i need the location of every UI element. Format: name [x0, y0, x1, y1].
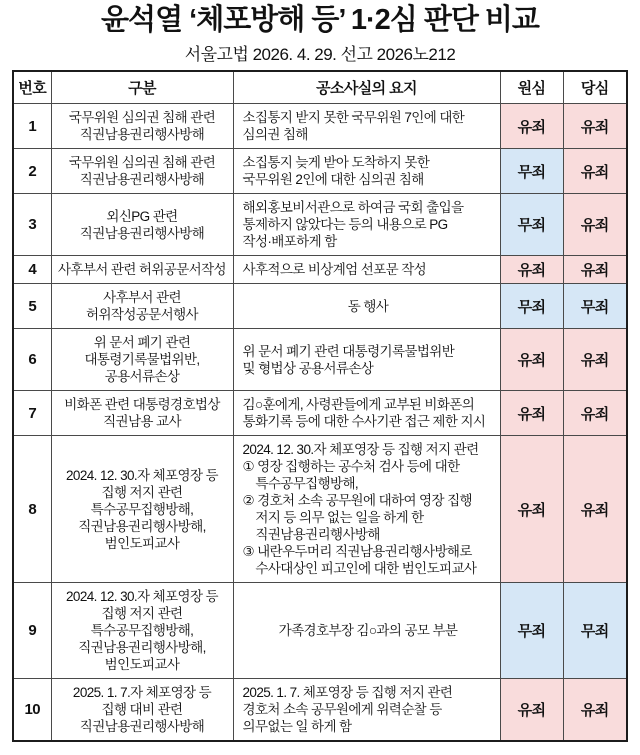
- row-number: 4: [13, 256, 51, 284]
- row-summary: 가족경호부장 김○과의 공모 부분: [233, 583, 500, 679]
- row-first-trial-verdict: 유죄: [500, 104, 563, 149]
- row-first-trial-verdict: 무죄: [500, 583, 563, 679]
- row-first-trial-verdict: 유죄: [500, 256, 563, 284]
- row-appeal-trial-verdict: 유죄: [563, 679, 627, 742]
- row-first-trial-verdict: 유죄: [500, 329, 563, 391]
- row-category: 2025. 1. 7.자 체포영장 등 집행 대비 관련 직권남용권리행사방해: [51, 679, 233, 742]
- table-body: [13, 104, 627, 742]
- row-summary: 2025. 1. 7. 체포영장 등 집행 저지 관련 경호처 소속 공무원에게 위력순찰 등 의무없는 일 하게 함: [233, 679, 500, 742]
- row-category: 사후부서 관련 허위작성공문서행사: [51, 284, 233, 329]
- table-header: [13, 71, 627, 104]
- row-appeal-trial-verdict: 유죄: [563, 436, 627, 583]
- row-category: 2024. 12. 30.자 체포영장 등 집행 저지 관련 특수공무집행방해, 직권남용권리행사방해, 범인도피교사: [51, 583, 233, 679]
- row-category: 국무위원 심의권 침해 관련 직권남용권리행사방해: [51, 104, 233, 149]
- header-appeal-trial: 당심: [563, 71, 627, 104]
- row-number: 7: [13, 391, 51, 436]
- row-first-trial-verdict: 무죄: [500, 284, 563, 329]
- row-summary: 해외홍보비서관으로 하여금 국회 출입을 통제하지 않았다는 등의 내용으로 PG 작성·배포하게 함: [233, 194, 500, 256]
- row-number: 1: [13, 104, 51, 149]
- row-appeal-trial-verdict: 유죄: [563, 194, 627, 256]
- row-appeal-trial-verdict: 유죄: [563, 104, 627, 149]
- row-summary: 위 문서 폐기 관련 대통령기록물법위반 및 형법상 공용서류손상: [233, 329, 500, 391]
- row-first-trial-verdict: 무죄: [500, 149, 563, 194]
- row-number: 6: [13, 329, 51, 391]
- header-summary: 공소사실의 요지: [233, 71, 500, 104]
- row-summary: 2024. 12. 30.자 체포영장 등 집행 저지 관련 ① 영장 집행하는 공수처 검사 등에 대한 특수공무집행방해, ② 경호처 소속 공무원에 대하여 영장 집행 저지 등 의무 없는 일을 하게 한 직권남용권리행사방해 ③ 내란우두머리 직권남용권리행사방해로 수사대상인 피고인에 대한 범인도피교사: [233, 436, 500, 583]
- row-appeal-trial-verdict: 유죄: [563, 256, 627, 284]
- table-row: [13, 436, 627, 583]
- row-first-trial-verdict: 무죄: [500, 194, 563, 256]
- row-category: 위 문서 폐기 관련 대통령기록물법위반, 공용서류손상: [51, 329, 233, 391]
- table-row: [13, 149, 627, 194]
- row-summary: 소집통지 받지 못한 국무위원 7인에 대한 심의권 침해: [233, 104, 500, 149]
- table-row: [13, 256, 627, 284]
- table-row: [13, 284, 627, 329]
- case-reference: 서울고법 2026. 4. 29. 선고 2026노212: [184, 45, 456, 65]
- row-summary: 김○훈에게, 사령관들에게 교부된 비화폰의 통화기록 등에 대한 수사기관 접근 제한 지시: [233, 391, 500, 436]
- row-number: 3: [13, 194, 51, 256]
- row-category: 비화폰 관련 대통령경호법상 직권남용 교사: [51, 391, 233, 436]
- row-appeal-trial-verdict: 유죄: [563, 391, 627, 436]
- header-number: 번호: [13, 71, 51, 104]
- row-category: 2024. 12. 30.자 체포영장 등 집행 저지 관련 특수공무집행방해, 직권남용권리행사방해, 범인도피교사: [51, 436, 233, 583]
- row-summary: 소집통지 늦게 받아 도착하지 못한 국무위원 2인에 대한 심의권 침해: [233, 149, 500, 194]
- row-category: 외신PG 관련 직권남용권리행사방해: [51, 194, 233, 256]
- row-summary: 사후적으로 비상계엄 선포문 작성: [233, 256, 500, 284]
- header-first-trial: 원심: [500, 71, 563, 104]
- page-title: 윤석열 ‘체포방해 등’ 1·2심 판단 비교: [101, 4, 539, 36]
- table-row: [13, 104, 627, 149]
- row-appeal-trial-verdict: 유죄: [563, 149, 627, 194]
- judgment-comparison-table: [12, 70, 628, 742]
- row-appeal-trial-verdict: 무죄: [563, 583, 627, 679]
- row-number: 2: [13, 149, 51, 194]
- row-first-trial-verdict: 유죄: [500, 436, 563, 583]
- row-number: 8: [13, 436, 51, 583]
- header-category: 구분: [51, 71, 233, 104]
- table-row: [13, 194, 627, 256]
- row-category: 국무위원 심의권 침해 관련 직권남용권리행사방해: [51, 149, 233, 194]
- row-summary: 동 행사: [233, 284, 500, 329]
- row-first-trial-verdict: 유죄: [500, 679, 563, 742]
- table-row: [13, 391, 627, 436]
- table-row: [13, 679, 627, 742]
- row-category: 사후부서 관련 허위공문서작성: [51, 256, 233, 284]
- row-number: 10: [13, 679, 51, 742]
- table-row: [13, 329, 627, 391]
- row-appeal-trial-verdict: 무죄: [563, 284, 627, 329]
- row-first-trial-verdict: 유죄: [500, 391, 563, 436]
- table-row: [13, 583, 627, 679]
- row-number: 9: [13, 583, 51, 679]
- row-appeal-trial-verdict: 유죄: [563, 329, 627, 391]
- row-number: 5: [13, 284, 51, 329]
